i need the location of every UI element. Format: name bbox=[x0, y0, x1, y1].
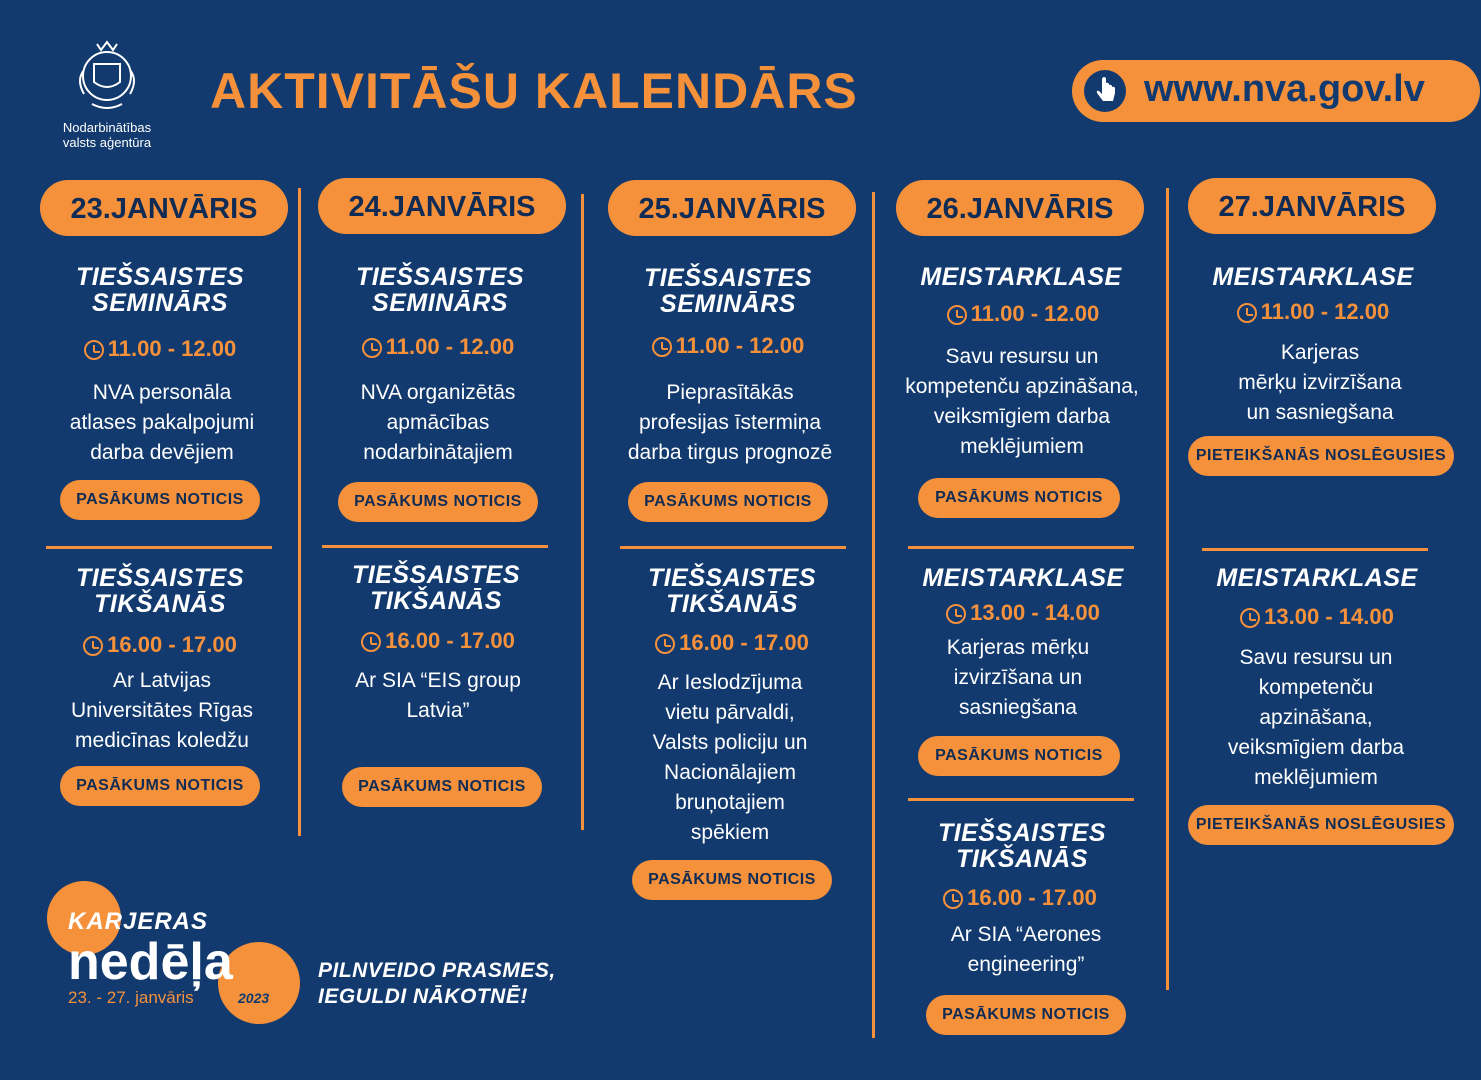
event-description: Ar Ieslodzījuma vietu pārvaldi, Valsts policiju un Nacionālajiem bruņotajiem spēkiem bbox=[652, 671, 808, 844]
clock-icon bbox=[361, 632, 381, 652]
event-type: TIEŠSAISTES TIKŠANĀS bbox=[75, 564, 245, 618]
event-status-button[interactable]: PASĀKUMS NOTICIS bbox=[632, 860, 832, 900]
pointer-hand-icon bbox=[1084, 70, 1126, 112]
event-description: Savu resursu un kompetenču apzināšana, veiksmīgiem darba meklējumiem bbox=[905, 345, 1139, 458]
event-type: MEISTARKLASE bbox=[1216, 564, 1418, 592]
event-type: MEISTARKLASE bbox=[922, 564, 1124, 592]
clock-icon bbox=[83, 636, 103, 656]
org-name-line2: valsts aģentūra bbox=[62, 135, 152, 150]
event-description: Karjeras mērķu izvirzīšana un sasniegšana bbox=[1238, 341, 1402, 424]
event-time: 16.00 - 17.00 bbox=[40, 632, 280, 658]
event-status-button[interactable]: PASĀKUMS NOTICIS bbox=[60, 480, 260, 520]
brand-karjeras: KARJERAS bbox=[68, 908, 209, 935]
event-description: Ar Latvijas Universitātes Rīgas medicīnas koledžu bbox=[70, 669, 254, 752]
date-pill: 24.JANVĀRIS bbox=[318, 178, 566, 234]
date-pill: 27.JANVĀRIS bbox=[1188, 178, 1436, 234]
event-description: Ar SIA “EIS group Latvia” bbox=[355, 669, 521, 722]
date-pill: 26.JANVĀRIS bbox=[896, 180, 1144, 236]
clock-icon bbox=[362, 338, 382, 358]
column-divider bbox=[872, 192, 875, 1038]
clock-icon bbox=[946, 604, 966, 624]
event-description: Karjeras mērķu izvirzīšana un sasniegšana bbox=[946, 636, 1090, 719]
slogan: PILNVEIDO PRASMES, IEGULDI NĀKOTNĒ! bbox=[318, 959, 556, 1008]
event-status-button[interactable]: PASĀKUMS NOTICIS bbox=[926, 995, 1126, 1035]
event-status-button[interactable]: PIETEIKŠANĀS NOSLĒGUSIES bbox=[1188, 436, 1454, 476]
event-type: TIEŠSAISTES SEMINĀRS bbox=[643, 264, 813, 318]
event-time: 16.00 - 17.00 bbox=[318, 628, 558, 654]
clock-icon bbox=[1240, 608, 1260, 628]
event-type: TIEŠSAISTES SEMINĀRS bbox=[355, 263, 525, 317]
event-status-button[interactable]: PIETEIKŠANĀS NOSLĒGUSIES bbox=[1188, 805, 1454, 845]
event-status-button[interactable]: PASĀKUMS NOTICIS bbox=[628, 482, 828, 522]
clock-icon bbox=[652, 337, 672, 357]
event-divider bbox=[1202, 548, 1428, 551]
brand-year: 2023 bbox=[238, 990, 270, 1006]
brand-nedela: nedēļa bbox=[68, 933, 233, 991]
brand-dates: 23. - 27. janvāris bbox=[68, 988, 194, 1007]
event-time: 16.00 - 17.00 bbox=[900, 885, 1140, 911]
event-status-button[interactable]: PASĀKUMS NOTICIS bbox=[342, 767, 542, 807]
event-description: NVA personāla atlases pakalpojumi darba devējiem bbox=[69, 381, 255, 464]
event-type: TIEŠSAISTES TIKŠANĀS bbox=[351, 561, 521, 615]
event-time: 16.00 - 17.00 bbox=[612, 630, 852, 656]
event-type: MEISTARKLASE bbox=[1212, 263, 1414, 291]
event-time: 11.00 - 12.00 bbox=[1188, 299, 1438, 325]
event-time: 11.00 - 12.00 bbox=[608, 333, 848, 359]
clock-icon bbox=[947, 305, 967, 325]
event-time: 11.00 - 12.00 bbox=[318, 334, 558, 360]
event-divider bbox=[46, 546, 272, 549]
event-type: TIEŠSAISTES TIKŠANĀS bbox=[647, 564, 817, 618]
event-description: NVA organizētās apmācības nodarbinātajiem bbox=[360, 381, 516, 464]
event-status-button[interactable]: PASĀKUMS NOTICIS bbox=[918, 478, 1120, 518]
event-status-button[interactable]: PASĀKUMS NOTICIS bbox=[60, 766, 260, 806]
event-description: Savu resursu un kompetenču apzināšana, veiksmīgiem darba meklējumiem bbox=[1227, 646, 1405, 789]
clock-icon bbox=[84, 340, 104, 360]
event-time: 11.00 - 12.00 bbox=[898, 301, 1148, 327]
event-status-button[interactable]: PASĀKUMS NOTICIS bbox=[338, 482, 538, 522]
event-time: 13.00 - 14.00 bbox=[898, 600, 1148, 626]
event-divider bbox=[322, 545, 548, 548]
column-divider bbox=[1166, 188, 1169, 990]
page-title: AKTIVITĀŠU KALENDĀRS bbox=[210, 63, 858, 119]
clock-icon bbox=[943, 889, 963, 909]
date-pill: 23.JANVĀRIS bbox=[40, 180, 288, 236]
event-description: Ar SIA “Aerones engineering” bbox=[950, 923, 1102, 976]
event-type: MEISTARKLASE bbox=[920, 263, 1122, 291]
date-pill: 25.JANVĀRIS bbox=[608, 180, 856, 236]
coat-of-arms-icon bbox=[64, 30, 150, 116]
event-status-button[interactable]: PASĀKUMS NOTICIS bbox=[918, 736, 1120, 776]
event-divider bbox=[908, 798, 1134, 801]
website-link[interactable] bbox=[1072, 60, 1480, 122]
event-type: TIEŠSAISTES TIKŠANĀS bbox=[937, 819, 1107, 873]
column-divider bbox=[298, 188, 301, 836]
org-name-line1: Nodarbinātības bbox=[62, 120, 152, 135]
event-type: TIEŠSAISTES SEMINĀRS bbox=[75, 263, 245, 317]
event-divider bbox=[620, 546, 846, 549]
event-description: Pieprasītākās profesijas īstermiņa darba tirgus prognozē bbox=[627, 381, 833, 464]
event-time: 11.00 - 12.00 bbox=[40, 336, 280, 362]
column-divider bbox=[581, 194, 584, 830]
event-divider bbox=[908, 546, 1134, 549]
agency-logo bbox=[52, 30, 162, 150]
event-time: 13.00 - 14.00 bbox=[1192, 604, 1442, 630]
clock-icon bbox=[655, 634, 675, 654]
website-url: www.nva.gov.lv bbox=[1144, 68, 1425, 110]
clock-icon bbox=[1237, 303, 1257, 323]
